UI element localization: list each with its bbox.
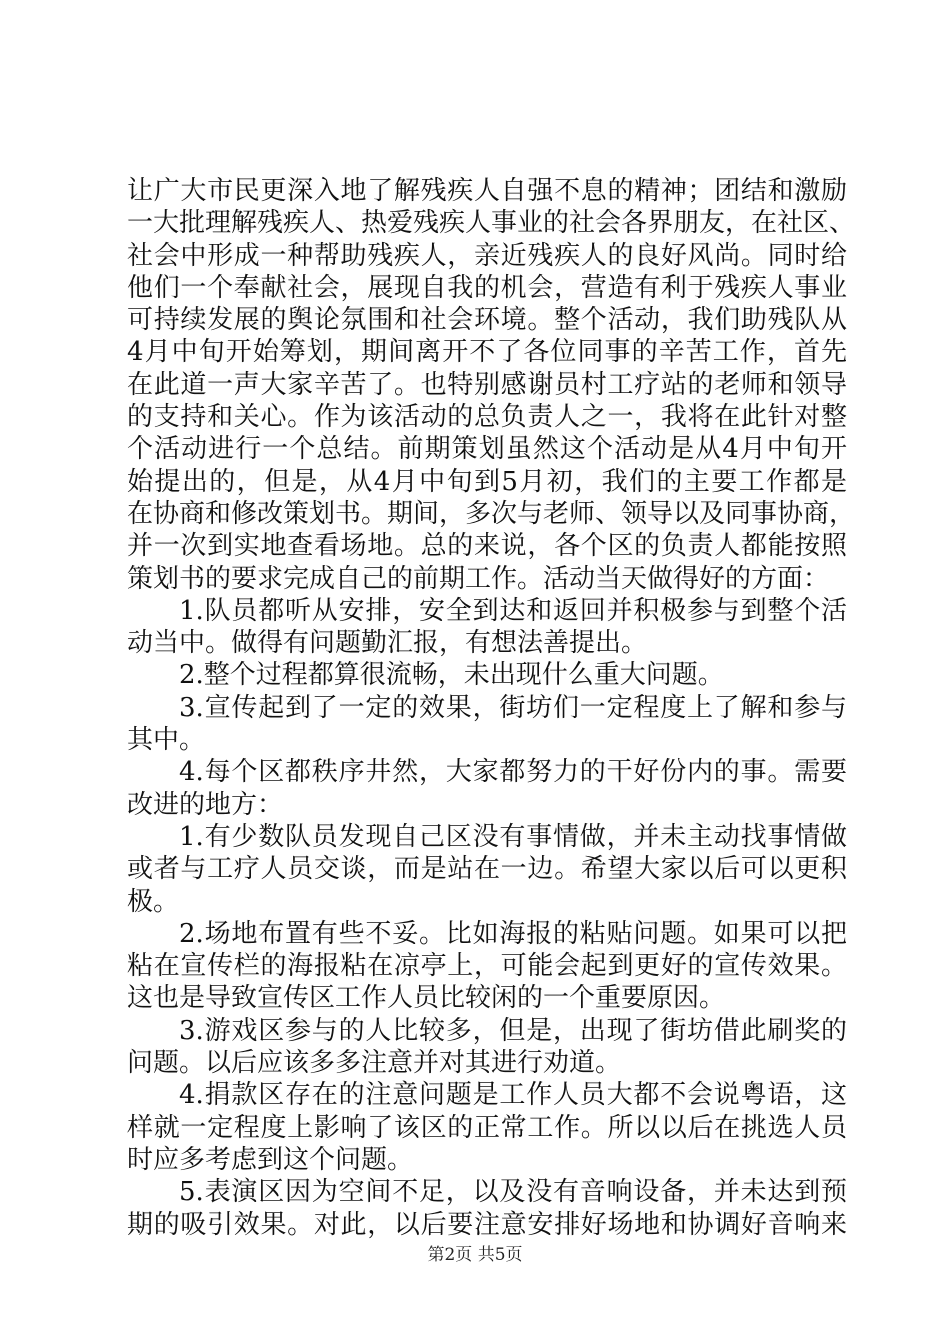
text-line: 粘在宣传栏的海报粘在凉亭上，可能会起到更好的宣传效果。 bbox=[127, 951, 847, 982]
text-line: 改进的地方： bbox=[127, 789, 284, 820]
text-line: 社会中形成一种帮助残疾人，亲近残疾人的良好风尚。同时给 bbox=[127, 240, 847, 271]
text-line: 其中。 bbox=[127, 725, 206, 756]
text-line: 1.队员都听从安排，安全到达和返回并积极参与到整个活 bbox=[179, 595, 847, 626]
body-text bbox=[127, 175, 856, 1241]
text-line: 可持续发展的舆论氛围和社会环境。整个活动，我们助残队从 bbox=[127, 305, 847, 336]
text-line: 时应多考虑到这个问题。 bbox=[127, 1144, 414, 1175]
text-line: 问题。以后应该多多注意并对其进行劝道。 bbox=[127, 1048, 622, 1079]
text-line: 5.表演区因为空间不足，以及没有音响设备，并未达到预 bbox=[179, 1177, 847, 1208]
text-line: 3.宣传起到了一定的效果，街坊们一定程度上了解和参与 bbox=[179, 692, 847, 723]
text-line: 2.整个过程都算很流畅，未出现什么重大问题。 bbox=[179, 660, 724, 691]
text-line: 一大批理解残疾人、热爱残疾人事业的社会各界朋友，在社区、 bbox=[127, 208, 856, 239]
text-line: 动当中。做得有问题勤汇报，有想法善提出。 bbox=[127, 628, 648, 659]
text-line: 4.捐款区存在的注意问题是工作人员大都不会说粤语，这 bbox=[179, 1080, 847, 1111]
page-footer: 第2页 共5页 bbox=[427, 1245, 523, 1265]
text-line: 在协商和修改策划书。期间，多次与老师、领导以及同事协商， bbox=[127, 498, 856, 529]
text-line: 极。 bbox=[127, 886, 180, 917]
text-line: 始提出的，但是，从4月中旬到5月初，我们的主要工作都是 bbox=[127, 466, 847, 497]
text-line: 这也是导致宣传区工作人员比较闲的一个重要原因。 bbox=[127, 983, 726, 1014]
text-line: 2.场地布置有些不妥。比如海报的粘贴问题。如果可以把 bbox=[179, 918, 847, 949]
text-line: 1.有少数队员发现自己区没有事情做，并未主动找事情做 bbox=[179, 821, 847, 852]
text-line: 在此道一声大家辛苦了。也特别感谢员村工疗站的老师和领导 bbox=[127, 369, 847, 400]
text-line: 策划书的要求完成自己的前期工作。活动当天做得好的方面： bbox=[127, 563, 830, 594]
text-line: 的支持和关心。作为该活动的总负责人之一，我将在此针对整 bbox=[127, 402, 847, 433]
text-line: 个活动进行一个总结。前期策划虽然这个活动是从4月中旬开 bbox=[127, 434, 847, 465]
text-line: 期的吸引效果。对此，以后要注意安排好场地和协调好音响来 bbox=[127, 1209, 847, 1240]
text-line: 他们一个奉献社会，展现自我的机会，营造有利于残疾人事业 bbox=[127, 272, 847, 303]
text-line: 4月中旬开始筹划，期间离开不了各位同事的辛苦工作，首先 bbox=[127, 337, 847, 368]
text-line: 3.游戏区参与的人比较多，但是，出现了街坊借此刷奖的 bbox=[179, 1015, 847, 1046]
text-line: 4.每个区都秩序井然，大家都努力的干好份内的事。需要 bbox=[179, 757, 847, 788]
text-line: 样就一定程度上影响了该区的正常工作。所以以后在挑选人员 bbox=[127, 1112, 847, 1143]
text-line: 或者与工疗人员交谈，而是站在一边。希望大家以后可以更积 bbox=[127, 854, 847, 885]
text-line: 并一次到实地查看场地。总的来说，各个区的负责人都能按照 bbox=[127, 531, 847, 562]
text-line: 让广大市民更深入地了解残疾人自强不息的精神；团结和激励 bbox=[127, 176, 847, 206]
